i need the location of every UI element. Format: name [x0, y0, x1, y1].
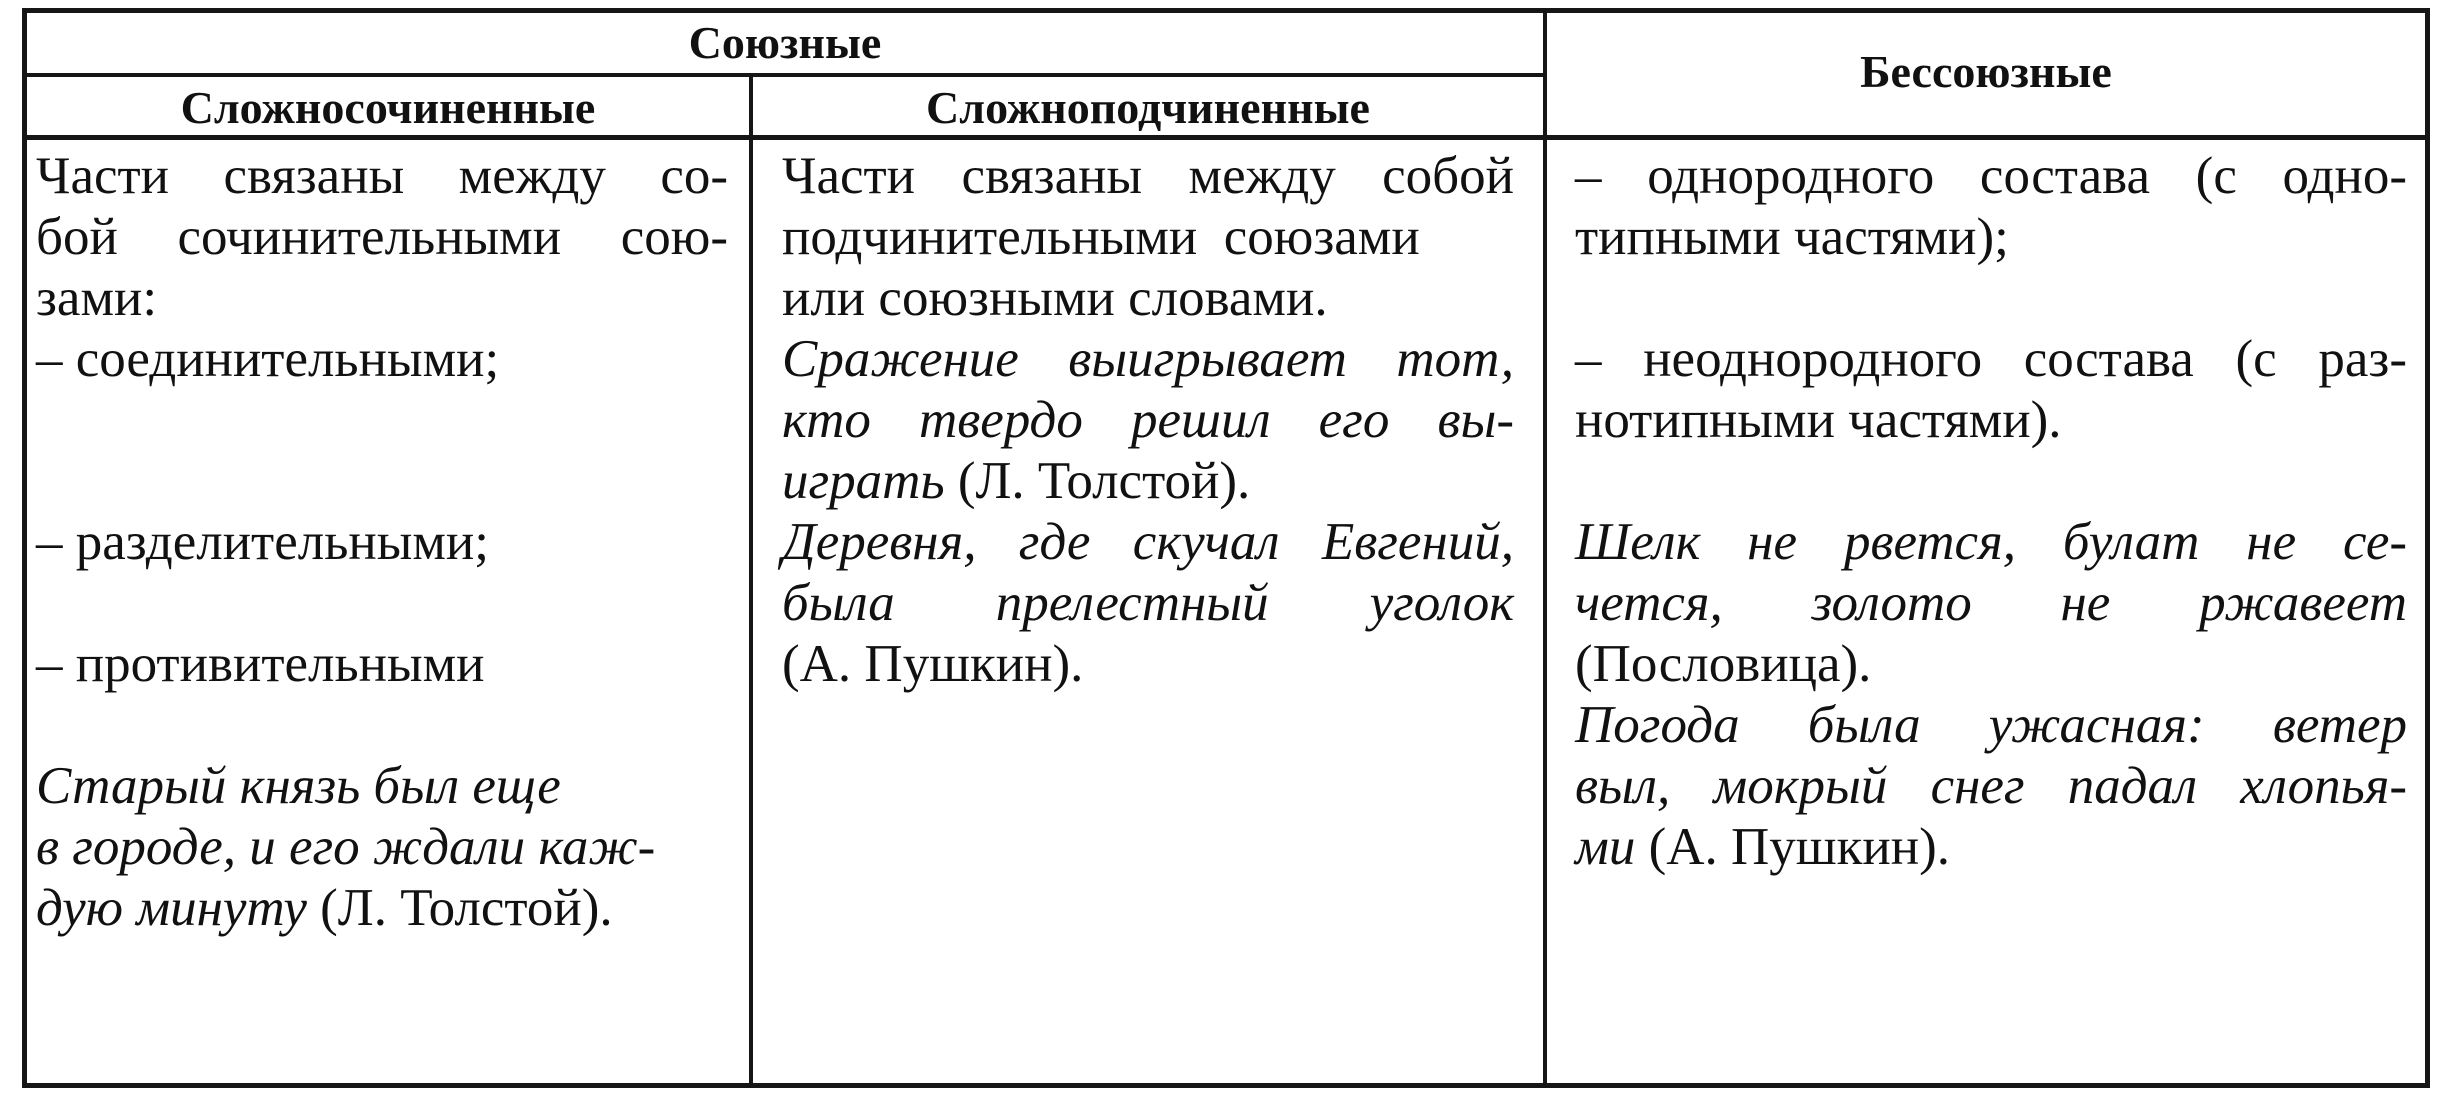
asyndetic-example2-line-1: Погода была ужасная: ветер: [1575, 696, 2407, 754]
cell-complex: [782, 146, 1514, 695]
asyndetic-example1-line-2: чется, золото не ржавеет: [1575, 574, 2407, 632]
complex-intro-line-2: подчинительными союзами: [782, 208, 1420, 266]
complex-intro-line-1: Части связаны между собой: [782, 147, 1514, 205]
complex-example1-source: (Л. Толстой).: [944, 452, 1251, 510]
column-divider-2: [1543, 8, 1547, 1088]
cell-compound: [36, 146, 728, 939]
compound-example-source: (Л. Толстой).: [306, 879, 613, 937]
compound-type-adversative: – противительными: [36, 635, 485, 693]
compound-intro-line-2: бой сочинительными сою-: [36, 208, 728, 266]
asyndetic-type-a-line-1: – однородного состава (с одно-: [1575, 147, 2407, 205]
compound-intro-line-1: Части связаны между со-: [36, 147, 728, 205]
asyndetic-example2-source: (А. Пушкин).: [1635, 818, 1950, 876]
compound-type-connective: – соединительными;: [36, 330, 500, 388]
column-divider-1: [749, 75, 753, 1087]
header-subdivider: [22, 73, 1547, 77]
header-asyndetic: Бессоюзные: [1860, 46, 2112, 97]
complex-example1-text: играть: [782, 452, 945, 510]
complex-example2-line-1: Деревня, где скучал Евгений,: [782, 513, 1514, 571]
asyndetic-example2-line-2: выл, мокрый снег падал хлопья-: [1575, 757, 2407, 815]
table-border-top: [22, 8, 2430, 13]
complex-example2-line-2: была прелестный уголок: [782, 574, 1514, 632]
asyndetic-example1-source: (Пословица).: [1575, 635, 1872, 693]
asyndetic-example2-line-3: [1575, 817, 2407, 878]
complex-example1-line-1: Сражение выигрывает тот,: [782, 330, 1514, 388]
compound-example-text: дую минуту: [36, 879, 307, 937]
compound-intro-line-3: зами:: [36, 269, 158, 327]
complex-intro-line-3: или союзными словами.: [782, 269, 1328, 327]
cell-asyndetic: [1575, 146, 2407, 878]
header-compound: Сложносочиненные: [180, 82, 596, 133]
complex-example1-line-3: [782, 451, 1514, 512]
complex-example2-source: (А. Пушкин).: [782, 635, 1084, 693]
asyndetic-example1-line-1: Шелк не рвется, булат не се-: [1575, 513, 2407, 571]
table-border-bottom: [22, 1083, 2430, 1088]
compound-example-line-1: Старый князь был еще: [36, 757, 561, 815]
table-border-right: [2425, 8, 2430, 1088]
complex-example1-line-2: кто твердо решил его вы-: [782, 391, 1514, 449]
compound-example-line-2: в городе, и его ждали каж-: [36, 818, 656, 876]
header-complex: Сложноподчиненные: [926, 82, 1370, 133]
asyndetic-type-a-line-2: типными частями);: [1575, 208, 2009, 266]
asyndetic-example2-text: ми: [1575, 818, 1636, 876]
header-union: Союзные: [688, 17, 882, 68]
asyndetic-type-b-line-2: нотипными частями).: [1575, 391, 2062, 449]
compound-example-line-3: [36, 878, 728, 939]
asyndetic-type-b-line-1: – неоднородного состава (с раз-: [1575, 330, 2407, 388]
table-border-left: [22, 8, 27, 1088]
compound-type-disjunctive: – разделительными;: [36, 513, 489, 571]
